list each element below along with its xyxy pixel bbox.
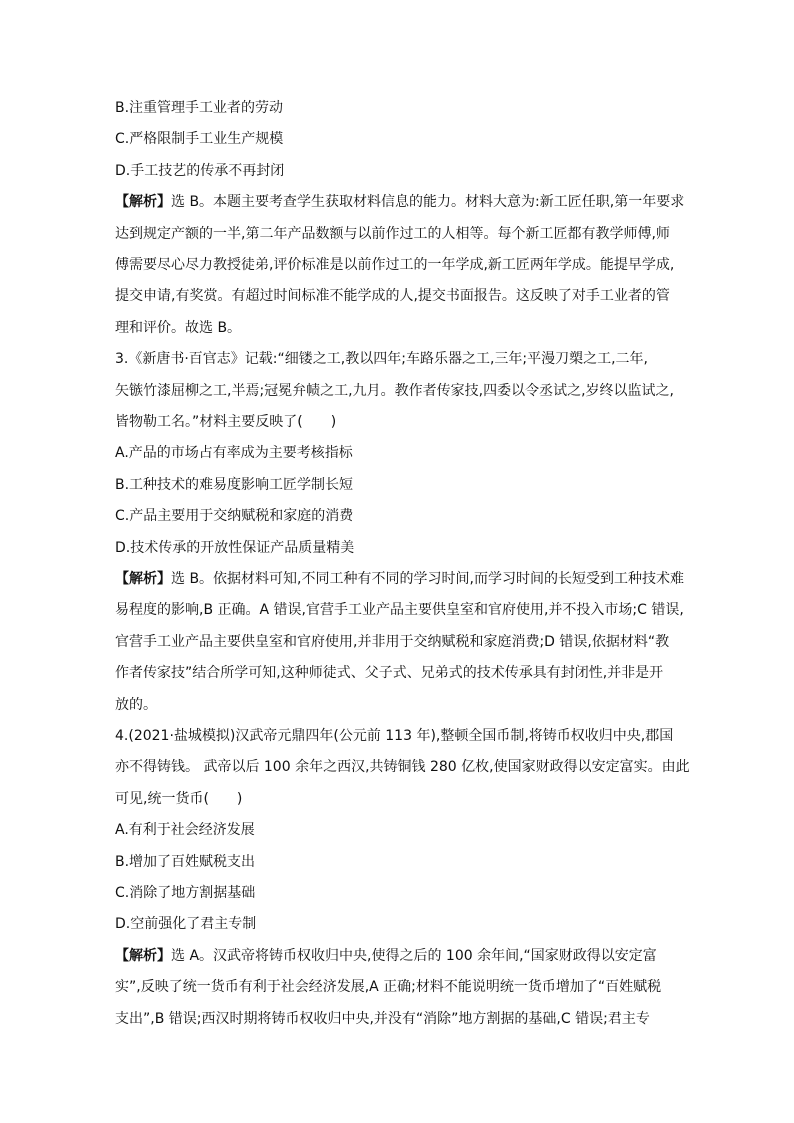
line-text: 易程度的影响,B 正确。A 错误,官营手工业产品主要供皇室和官府使用,并不投入市场;C 错误, [115,602,684,619]
line-text: 亦不得铸钱。 武帝以后 100 余年之西汉,共铸铜钱 280 亿枚,使国家财政得以安定富实。由此 [115,759,690,776]
q4-stem-line-1 [115,726,685,746]
line-text: B.增加了百姓赋税支出 [115,853,256,870]
q3-analysis-line-1 [115,569,685,589]
line-text: 达到规定产额的一半,第二年产品数额与以前作过工的人相等。每个新工匠都有教学师傅,师 [115,225,670,242]
q3-stem-line-3 [115,412,685,432]
line-text: 实”,反映了统一货币有利于社会经济发展,A 正确;材料不能说明统一货币增加了“百姓赋税 [115,979,662,996]
q4-stem-line-2 [115,757,690,777]
line-text: C.消除了地方割据基础 [115,885,256,901]
line-text: 放的。 [115,696,157,713]
line-text: 提交申请,有奖赏。有超过时间标准不能学成的人,提交书面报告。这反映了对手工业者的管 [115,288,670,305]
q4-stem-line-3 [115,789,685,809]
q3-analysis-line-2 [115,600,685,620]
q2-analysis-line-5 [115,318,685,338]
q2-analysis-line-1 [115,192,685,212]
line-text: 3.《新唐书·百官志》记载:“细镂之工,教以四年;车路乐器之工,三年;平漫刀槊之工,二年, [115,351,649,368]
q4-option-c [115,883,685,903]
q2-analysis-line-4 [115,286,685,306]
line-text: B.工种技术的难易度影响工匠学制长短 [115,476,354,493]
q2-option-b [115,98,685,118]
q3-option-b [115,475,685,495]
q2-analysis-line-2 [115,224,685,244]
line-text: 支出”,B 错误;西汉时期将铸币权收归中央,并没有“消除”地方割据的基础,C 错误;君主专 [115,1010,650,1027]
line-text: C.产品主要用于交纳赋税和家庭的消费 [115,508,354,525]
q4-analysis-line-2 [115,977,685,997]
line-text: 4.(2021·盐城模拟)汉武帝元鼎四年(公元前 113 年),整顿全国币制,将铸币权收归中央,郡国 [115,728,674,744]
line-text: 理和评价。故选 B。 [115,319,242,336]
q3-stem-line-1 [115,349,685,369]
line-text: D.技术传承的开放性保证产品质量精美 [115,539,355,556]
q3-analysis-line-3 [115,632,685,652]
q4-analysis-line-3 [115,1009,685,1029]
q4-option-d [115,914,685,934]
q4-option-a [115,820,685,840]
q3-option-c [115,506,685,526]
line-text: D.空前强化了君主专制 [115,916,257,933]
analysis-tag: 【解析】 [115,947,171,964]
line-text: 矢镞竹漆屈柳之工,半焉;冠冕弁帻之工,九月。教作者传家技,四委以令丞试之,岁终以监试之, [115,382,674,399]
line-text: D.手工技艺的传承不再封闭 [115,162,285,179]
q3-analysis-line-5 [115,695,685,715]
q3-stem-line-2 [115,381,685,401]
q3-option-d [115,538,685,558]
line-text: 可见,统一货币( ) [115,790,243,807]
q3-analysis-line-4 [115,663,685,683]
q2-option-c [115,129,685,149]
q4-option-b [115,852,685,872]
q2-option-d [115,161,685,181]
q3-option-a [115,443,685,463]
q4-analysis-line-1 [115,946,685,966]
q2-analysis-line-3 [115,255,685,275]
line-text: 官营手工业产品主要供皇室和官府使用,并非用于交纳赋税和家庭消费;D 错误,依据材料“教 [115,633,670,650]
analysis-tag: 【解析】 [115,194,171,211]
line-text: C.严格限制手工业生产规模 [115,131,284,148]
line-text: A.有利于社会经济发展 [115,822,255,839]
line-text: 傅需要尽心尽力教授徒弟,评价标准是以前作过工的一年学成,新工匠两年学成。能提早学成, [115,257,675,273]
line-text: 选 A。汉武帝将铸币权收归中央,使得之后的 100 余年间,“国家财政得以安定富 [171,947,657,964]
line-text: 选 B。本题主要考查学生获取材料信息的能力。材料大意为:新工匠任职,第一年要求 [171,194,685,211]
line-text: 选 B。依据材料可知,不同工种有不同的学习时间,而学习时间的长短受到工种技术难 [171,571,684,587]
line-text: 皆物勒工名。”材料主要反映了( ) [115,414,337,430]
line-text: B.注重管理手工业者的劳动 [115,100,284,116]
line-text: A.产品的市场占有率成为主要考核指标 [115,445,353,462]
analysis-tag: 【解析】 [115,571,171,587]
line-text: 作者传家技”结合所学可知,这种师徒式、父子式、兄弟式的技术传承具有封闭性,并非是开 [115,665,664,682]
